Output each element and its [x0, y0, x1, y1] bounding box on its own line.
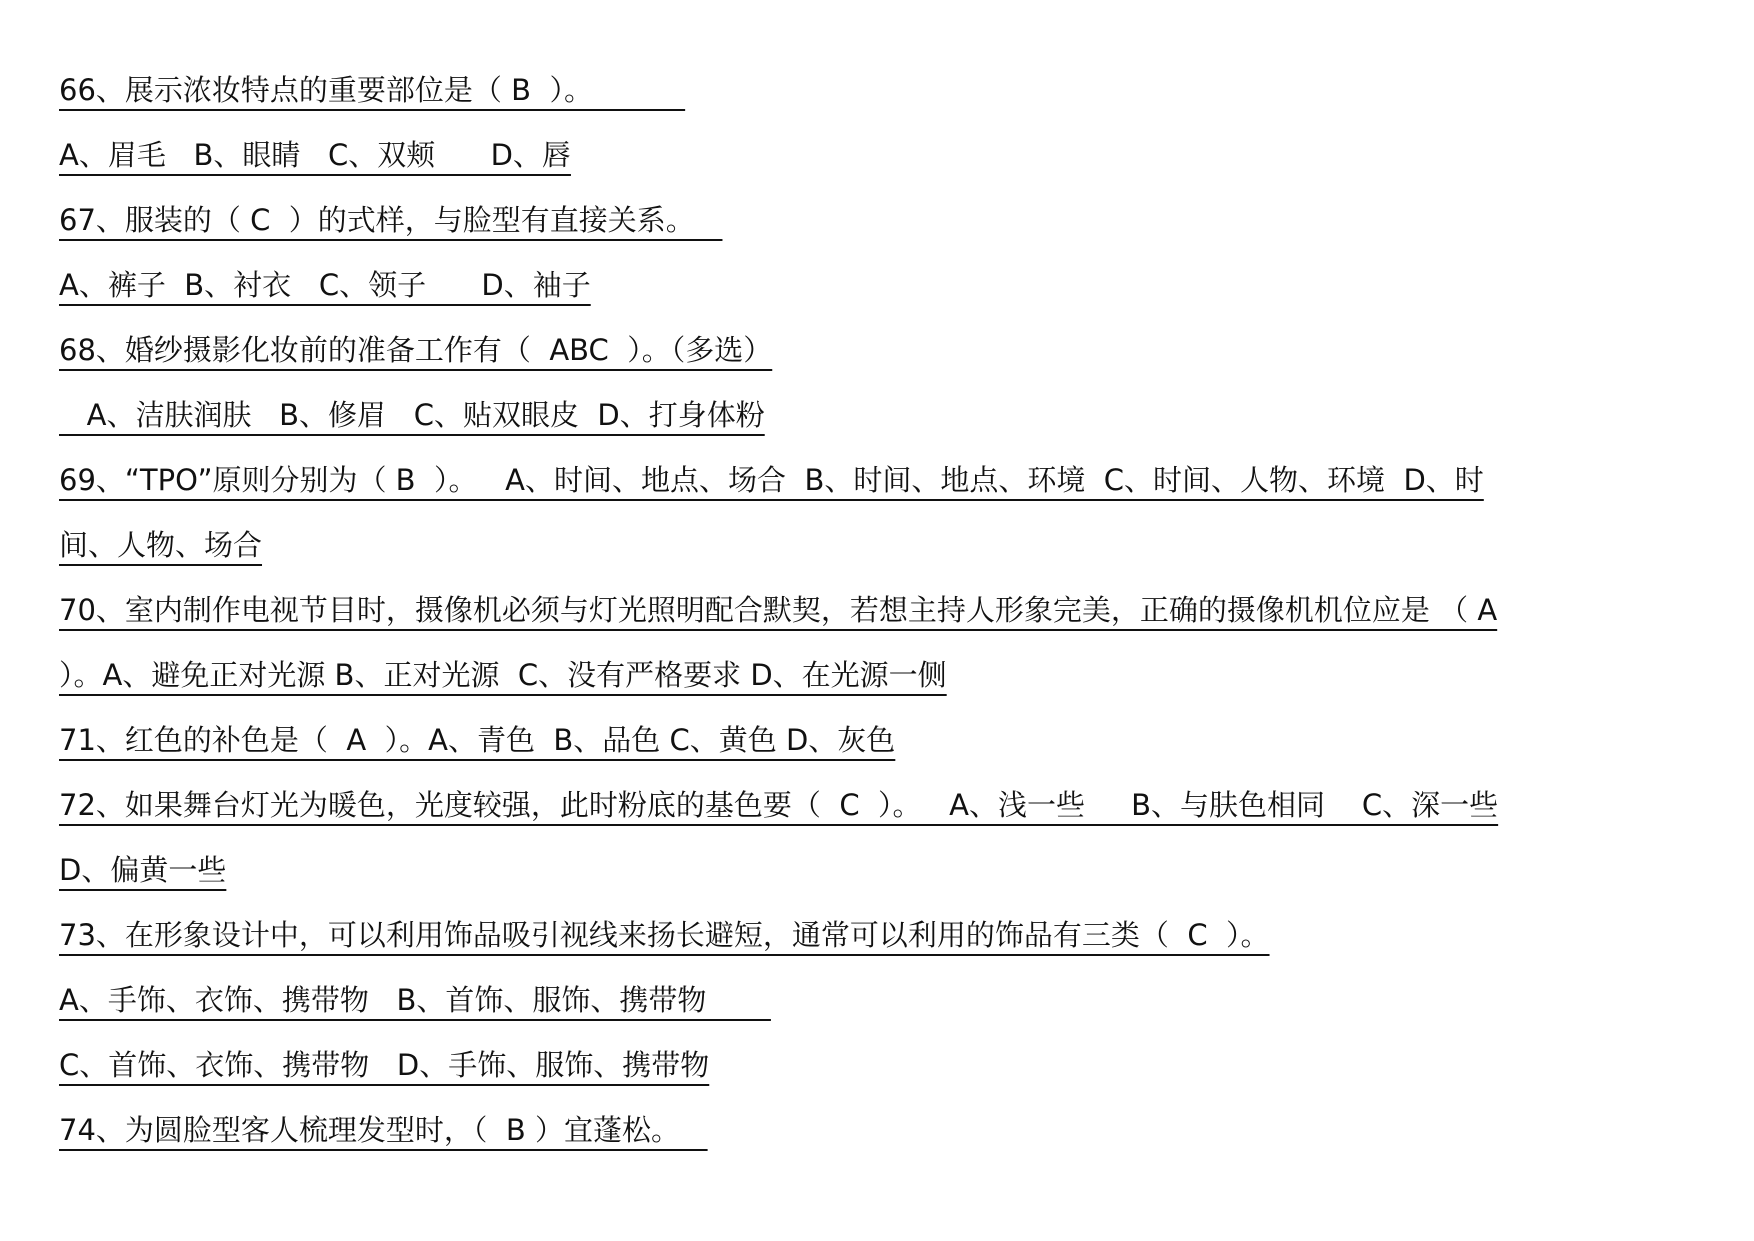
text-line: 间、人物、场合 — [59, 528, 263, 562]
question-67 — [59, 188, 1719, 253]
text-line: A、洁肤润肤 B、修眉 C、贴双眼皮 D、打身体粉 — [59, 398, 765, 432]
text-line: 66、展示浓妆特点的重要部位是（ B ）。 — [59, 73, 686, 107]
question-71 — [59, 708, 1719, 773]
text-line: 68、婚纱摄影化妆前的准备工作有（ ABC ）。（多选） — [59, 333, 773, 367]
text-line: D、偏黄一些 — [59, 853, 227, 887]
question-69-cont — [59, 513, 1719, 578]
options-73-ab — [59, 968, 1719, 1033]
text-line: C、首饰、衣饰、携带物 D、手饰、服饰、携带物 — [59, 1048, 710, 1082]
text-line: A、手饰、衣饰、携带物 B、首饰、服饰、携带物 — [59, 983, 771, 1017]
question-72-cont — [59, 838, 1719, 903]
text-line: 72、如果舞台灯光为暖色，光度较强，此时粉底的基色要（ C ）。 A、浅一些 B、与肤色相同 C、深一些 — [59, 788, 1499, 822]
options-73-cd — [59, 1033, 1719, 1098]
text-line: 73、在形象设计中，可以利用饰品吸引视线来扬长避短，通常可以利用的饰品有三类（ C ）。 — [59, 918, 1270, 952]
text-line: 70、室内制作电视节目时，摄像机必须与灯光照明配合默契，若想主持人形象完美，正确的摄像机机位应是 （ A — [59, 593, 1498, 627]
question-74 — [59, 1098, 1719, 1163]
text-line: A、眉毛 B、眼睛 C、双颊 D、唇 — [59, 138, 571, 172]
document-page — [59, 58, 1719, 1163]
text-line: ）。A、避免正对光源 B、正对光源 C、没有严格要求 D、在光源一侧 — [59, 658, 947, 692]
question-73 — [59, 903, 1719, 968]
text-line: 74、为圆脸型客人梳理发型时，（ B ）宜蓬松。 — [59, 1113, 708, 1147]
question-72 — [59, 773, 1719, 838]
text-line: 71、红色的补色是（ A ）。A、青色 B、品色 C、黄色 D、灰色 — [59, 723, 896, 757]
options-67 — [59, 253, 1719, 318]
question-68 — [59, 318, 1719, 383]
text-line: A、裤子 B、衬衣 C、领子 D、袖子 — [59, 268, 591, 302]
options-68 — [59, 383, 1719, 448]
text-line: 69、“TPO”原则分别为（ B ）。 A、时间、地点、场合 B、时间、地点、环境 C、时间、人物、环境 D、时 — [59, 463, 1484, 497]
options-66 — [59, 123, 1719, 188]
question-69 — [59, 448, 1719, 513]
text-line: 67、服装的（ C ）的式样，与脸型有直接关系。 — [59, 203, 723, 237]
question-70 — [59, 578, 1719, 643]
question-66 — [59, 58, 1719, 123]
question-70-cont — [59, 643, 1719, 708]
